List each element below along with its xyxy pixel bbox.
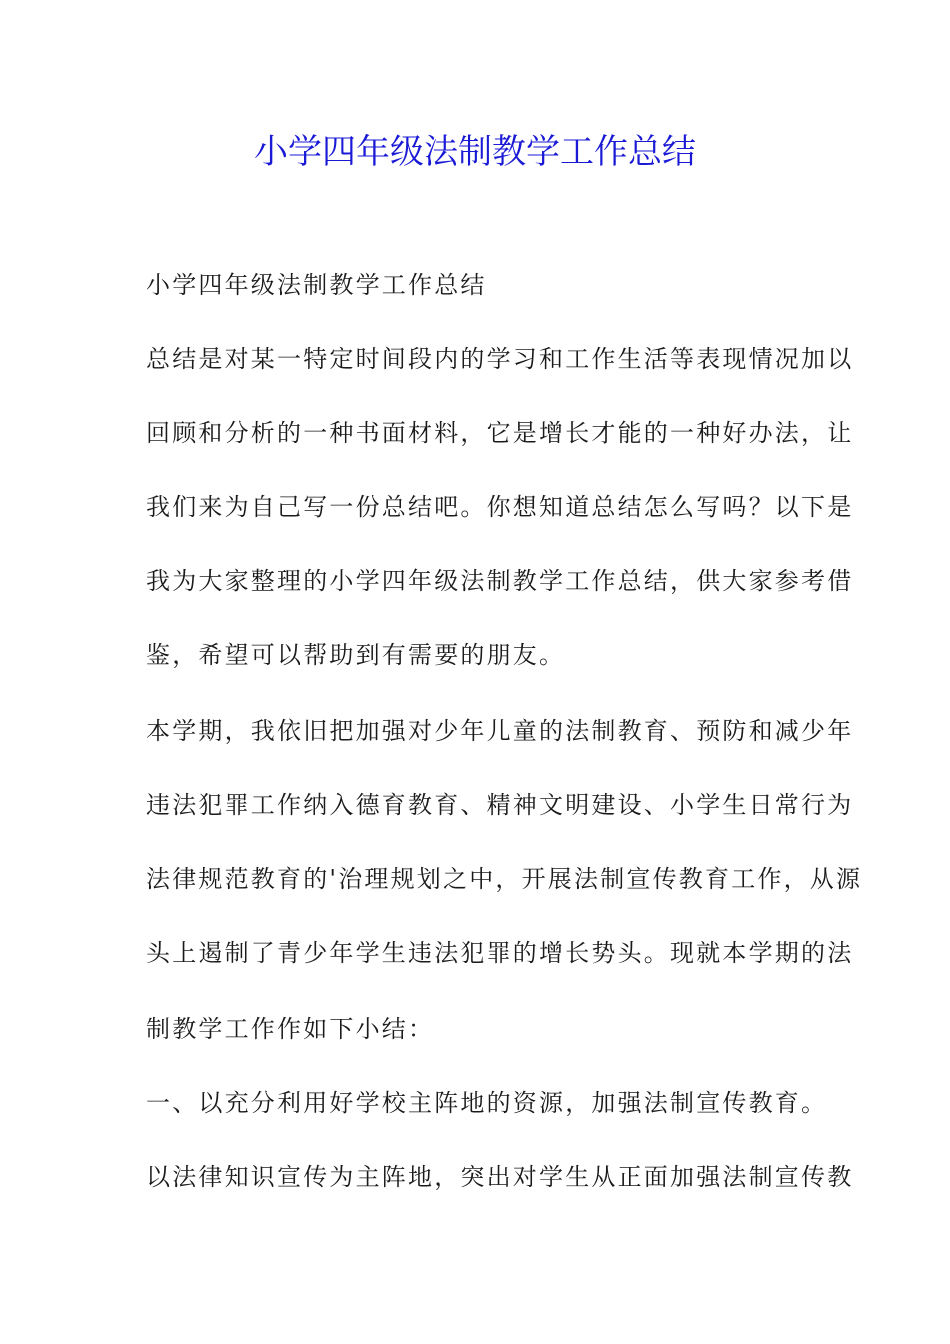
section-heading: 一、以充分利用好学校主阵地的资源，加强法制宣传教育。 (146, 1089, 828, 1117)
document-title: 小学四年级法制教学工作总结 (254, 132, 696, 172)
paragraph-line: 总结是对某一特定时间段内的学习和工作生活等表现情况加以 (146, 345, 854, 373)
subtitle-line: 小学四年级法制教学工作总结 (146, 271, 487, 299)
paragraph-line: 制教学工作作如下小结： (146, 1015, 435, 1043)
paragraph-line: 法律规范教育的'治理规划之中，开展法制宣传教育工作，从源 (146, 865, 863, 893)
paragraph-line: 我们来为自己写一份总结吧。你想知道总结怎么写吗？以下是 (146, 493, 854, 521)
paragraph-line: 回顾和分析的一种书面材料，它是增长才能的一种好办法，让 (146, 419, 854, 447)
paragraph-line: 本学期，我依旧把加强对少年儿童的法制教育、预防和减少年 (146, 717, 854, 745)
paragraph-line: 鉴，希望可以帮助到有需要的朋友。 (146, 641, 566, 669)
paragraph-line: 违法犯罪工作纳入德育教育、精神文明建设、小学生日常行为 (146, 791, 854, 819)
paragraph-line: 以法律知识宣传为主阵地，突出对学生从正面加强法制宣传教 (146, 1163, 854, 1191)
paragraph-line: 我为大家整理的小学四年级法制教学工作总结，供大家参考借 (146, 567, 854, 595)
paragraph-line: 头上遏制了青少年学生违法犯罪的增长势头。现就本学期的法 (146, 939, 854, 967)
